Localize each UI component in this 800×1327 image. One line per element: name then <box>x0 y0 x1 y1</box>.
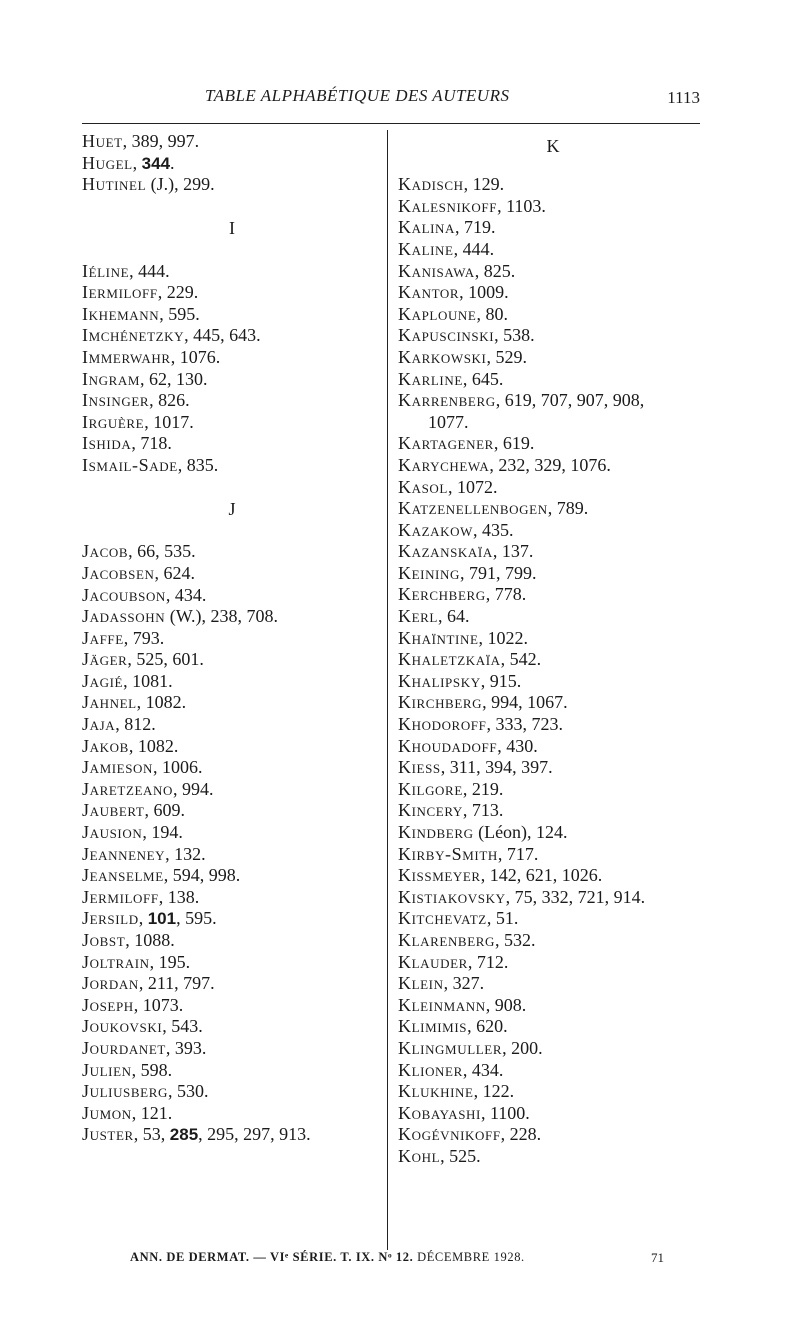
index-entry <box>82 412 382 434</box>
footer-journal <box>130 1250 525 1265</box>
index-entry <box>82 865 382 887</box>
page-refs: , 718. <box>131 433 172 454</box>
index-entry <box>82 1038 382 1060</box>
author-name: Jeanselme <box>82 865 164 886</box>
index-entry <box>398 887 718 909</box>
author-name: Jadassohn <box>82 606 166 627</box>
page-refs: , 713. <box>462 800 504 821</box>
index-entry <box>82 325 382 347</box>
page-refs: , 445, 643. <box>184 325 261 346</box>
author-name: Jamieson <box>82 757 154 778</box>
page-refs: , 80. <box>476 303 508 324</box>
page-refs: , 64. <box>437 606 470 627</box>
page-refs: , 121. <box>131 1102 173 1123</box>
author-name: Kistiakovsky <box>398 886 506 907</box>
author-name: Jersild <box>82 908 139 929</box>
index-entry <box>398 736 718 758</box>
author-name: Jacoubson <box>82 584 166 605</box>
index-entry <box>398 1060 718 1082</box>
index-entry <box>82 757 382 779</box>
author-name: Kanisawa <box>398 260 475 281</box>
page-refs: , 538. <box>494 325 535 346</box>
page-refs: , 53, <box>133 1124 170 1145</box>
index-entry <box>82 973 382 995</box>
page-refs: , 532. <box>495 929 536 950</box>
author-name: Kerchberg <box>398 584 486 605</box>
index-entry <box>398 973 718 995</box>
page-refs: , 200. <box>502 1037 543 1058</box>
index-entry <box>398 779 718 801</box>
page-refs: , <box>138 908 148 929</box>
index-entry <box>82 952 382 974</box>
author-name: Kartagener <box>398 433 494 454</box>
page-refs: , 444. <box>453 238 495 259</box>
index-entry <box>82 649 382 671</box>
page-refs: , <box>132 152 142 173</box>
author-name: Klukhine <box>398 1081 474 1102</box>
page-refs: , 619, 707, 907, 908, <box>495 390 645 411</box>
page-refs: , 1072. <box>447 476 498 497</box>
page-refs: , 529. <box>486 346 527 367</box>
page-refs: , 1009. <box>459 282 509 303</box>
page-refs: , 66, 535. <box>128 541 196 562</box>
author-name: Joltrain <box>82 951 150 972</box>
author-name: Jumon <box>82 1102 132 1123</box>
page-refs: , 129. <box>463 174 505 195</box>
page-refs: , 624. <box>154 562 195 583</box>
index-entry <box>398 304 718 326</box>
index-entry <box>82 261 382 283</box>
index-entry <box>82 714 382 736</box>
index-entry <box>82 671 382 693</box>
author-name: Khodoroff <box>398 714 487 735</box>
index-entry <box>82 779 382 801</box>
index-entry <box>82 585 382 607</box>
author-name: Kazakow <box>398 519 473 540</box>
page-refs: , 717. <box>497 843 539 864</box>
index-entry <box>82 628 382 650</box>
page-refs: , 75, 332, 721, 914. <box>505 886 646 907</box>
author-name: Klingmuller <box>398 1037 503 1058</box>
index-entry <box>398 606 718 628</box>
author-name: Ikhemann <box>82 303 160 324</box>
index-entry <box>398 1016 718 1038</box>
page-refs: , 789. <box>547 498 589 519</box>
index-entry <box>82 390 382 412</box>
page-refs: , 619. <box>493 433 535 454</box>
author-name: Ishida <box>82 433 132 454</box>
page-refs: , 543. <box>162 1016 203 1037</box>
index-entry <box>82 1060 382 1082</box>
page-refs: , 434. <box>165 584 207 605</box>
page-refs: , 915. <box>480 670 522 691</box>
index-entry <box>82 174 382 196</box>
index-entry <box>398 347 718 369</box>
author-name: Khoudadoff <box>398 735 498 756</box>
author-name: Kitchevatz <box>398 908 487 929</box>
index-entry <box>398 433 718 455</box>
page-refs-after: . <box>170 152 175 173</box>
page-refs: , 1006. <box>153 757 203 778</box>
index-entry <box>398 325 718 347</box>
author-name: Kaploune <box>398 303 477 324</box>
page-refs: , 620. <box>467 1016 508 1037</box>
author-name: Kazanskaïa <box>398 541 493 562</box>
right-column <box>398 131 718 1168</box>
index-entry <box>82 800 382 822</box>
author-name: Hutinel <box>82 174 147 195</box>
index-entry <box>82 1103 382 1125</box>
author-name: Jahnel <box>82 692 137 713</box>
author-name: Jeanneney <box>82 843 166 864</box>
author-name: Jaja <box>82 714 116 735</box>
page-refs: , 138. <box>158 886 200 907</box>
author-name: Kerl <box>398 606 438 627</box>
author-name: Karline <box>398 368 463 389</box>
column-divider <box>387 130 388 1250</box>
index-entry <box>398 844 718 866</box>
page-refs: , 712. <box>467 951 509 972</box>
index-entry <box>398 477 718 499</box>
index-entry <box>398 952 718 974</box>
page-refs: (Léon), 124. <box>473 822 568 842</box>
page-refs: , 598. <box>131 1059 173 1080</box>
index-entry <box>82 736 382 758</box>
index-entry <box>398 282 718 304</box>
page-refs: , 430. <box>497 735 538 756</box>
page-refs: , 1103. <box>497 195 546 216</box>
page-refs: , 51. <box>486 908 519 929</box>
page-refs: , 525, 601. <box>127 649 204 670</box>
index-entry <box>398 455 718 477</box>
author-name: Kalesnikoff <box>398 195 498 216</box>
page-refs: , 1082. <box>136 692 187 713</box>
author-name: Jacobsen <box>82 562 155 583</box>
author-name: Kleinmann <box>398 994 486 1015</box>
index-entry <box>82 304 382 326</box>
author-name: Irguère <box>82 411 145 432</box>
index-entry <box>82 282 382 304</box>
author-name: Klimimis <box>398 1016 468 1037</box>
page-refs: , 195. <box>149 951 191 972</box>
author-name: Juster <box>82 1124 134 1145</box>
author-name: Kantor <box>398 282 460 303</box>
index-entry <box>82 844 382 866</box>
author-name: Jausion <box>82 822 143 843</box>
author-name: Kasol <box>398 476 448 497</box>
author-name: Jourdanet <box>82 1037 166 1058</box>
author-name: Hugel <box>82 152 133 173</box>
author-name: Keining <box>398 562 460 583</box>
index-entry <box>398 174 718 196</box>
author-name: Kogévnikoff <box>398 1124 501 1145</box>
index-entry <box>398 757 718 779</box>
index-entry <box>398 563 718 585</box>
page-refs: , 525. <box>440 1145 481 1166</box>
page-refs: , 137. <box>492 541 534 562</box>
author-name: Jobst <box>82 930 126 950</box>
index-entry <box>398 908 718 930</box>
page-refs: , 1082. <box>128 735 179 756</box>
index-entry <box>398 714 718 736</box>
page-refs: , 1081. <box>123 670 173 691</box>
author-name: Imchénetzky <box>82 325 185 346</box>
author-name: Kindberg <box>398 822 474 842</box>
author-name: Khalipsky <box>398 670 481 691</box>
index-entry <box>82 1016 382 1038</box>
page-number: 1113 <box>667 88 700 107</box>
index-entry <box>398 239 718 261</box>
page-refs-after: , 595. <box>176 908 217 929</box>
page-refs: , 327. <box>443 973 485 994</box>
page-refs: , 194. <box>142 822 183 843</box>
page-refs: , 229. <box>157 282 199 303</box>
index-entry <box>398 261 718 283</box>
author-name: Ingram <box>82 368 140 389</box>
author-name: Julien <box>82 1059 132 1080</box>
page-refs: , 594, 998. <box>163 865 241 886</box>
index-entry <box>398 649 718 671</box>
page-refs: , 1100. <box>480 1102 530 1123</box>
index-entry <box>398 1124 718 1146</box>
page-refs: , 132. <box>165 843 206 864</box>
section-letter: J <box>228 498 236 519</box>
section-letter: I <box>229 217 235 238</box>
author-name: Kincery <box>398 800 463 821</box>
author-name: Huet <box>82 131 123 151</box>
page-refs: , 122. <box>473 1081 515 1102</box>
page-refs: , 826. <box>149 390 190 411</box>
author-name: Kirby-Smith <box>398 843 498 864</box>
author-name: Kaline <box>398 238 454 259</box>
author-name: Kadisch <box>398 174 464 195</box>
page-refs: , 435. <box>472 519 514 540</box>
page-refs: (W.), 238, 708. <box>165 606 279 627</box>
index-entry <box>398 628 718 650</box>
author-name: Katzenellenbogen <box>398 498 548 519</box>
author-name: Joukovski <box>82 1016 163 1037</box>
index-entry <box>398 1081 718 1103</box>
page-refs: , 825. <box>474 260 516 281</box>
index-entry <box>82 455 382 477</box>
author-name: Ismail-Sade <box>82 454 178 475</box>
page-refs: , 1076. <box>170 346 221 367</box>
author-name: Kirchberg <box>398 692 483 713</box>
page-refs-continued: 1077. <box>428 411 469 432</box>
page-refs: , 542. <box>500 649 542 670</box>
index-entry <box>82 541 382 563</box>
page-refs: , 232, 329, 1076. <box>489 454 611 475</box>
author-name: Insinger <box>82 390 150 411</box>
page-refs: , 434. <box>462 1059 504 1080</box>
author-name: Klioner <box>398 1059 463 1080</box>
index-entry <box>398 800 718 822</box>
page-refs: , 393. <box>165 1037 207 1058</box>
page-refs: , 609. <box>144 800 185 821</box>
author-name: Kohl <box>398 1145 441 1166</box>
page-refs: , 211, 797. <box>138 973 215 994</box>
page-refs: , 835. <box>177 454 219 475</box>
author-name: Joseph <box>82 994 134 1015</box>
section-letter: K <box>546 136 560 156</box>
index-entry <box>398 692 718 714</box>
author-name: Iermiloff <box>82 282 158 303</box>
author-name: Kilgore <box>398 778 463 799</box>
index-entry <box>82 1124 382 1146</box>
page-refs: , 1022. <box>478 627 528 648</box>
author-name: Kissmeyer <box>398 865 481 886</box>
author-name: Jäger <box>82 649 128 670</box>
index-entry <box>398 930 718 952</box>
author-name: Kiess <box>398 757 441 778</box>
page-refs: , 994. <box>173 778 214 799</box>
left-column <box>82 131 382 1146</box>
page-refs: , 812. <box>115 714 156 735</box>
index-entry <box>398 369 718 391</box>
page-refs: , 645. <box>462 368 504 389</box>
index-entry <box>398 822 718 844</box>
page-refs: , 62, 130. <box>140 368 208 389</box>
footer-journal-label: ANN. DE DERMAT. — VIᵉ SÉRIE. T. IX. Nᵒ 12. <box>130 1250 414 1264</box>
page-refs: , 333, 723. <box>486 714 563 735</box>
index-entry <box>398 520 718 542</box>
author-name: Jermiloff <box>82 886 159 907</box>
index-entry <box>398 1146 718 1168</box>
page-refs: , 228. <box>500 1124 542 1145</box>
page-refs: , 719. <box>455 217 496 238</box>
page-refs: , 793. <box>123 627 165 648</box>
index-entry <box>82 995 382 1017</box>
index-entry <box>398 196 718 218</box>
author-name: Jaubert <box>82 800 145 821</box>
index-entry <box>398 217 718 239</box>
index-entry <box>82 930 382 952</box>
author-name: Karychewa <box>398 454 490 475</box>
footer-date: DÉCEMBRE 1928. <box>417 1250 525 1264</box>
page-refs: , 142, 621, 1026. <box>480 865 603 886</box>
page-refs: , 994, 1067. <box>482 692 568 713</box>
page-refs: , 1088. <box>125 930 175 950</box>
author-name: Klein <box>398 973 444 994</box>
index-entry <box>398 995 718 1017</box>
page-refs: , 778. <box>485 584 527 605</box>
bold-page-ref: 344 <box>141 153 171 173</box>
index-entry <box>82 606 382 628</box>
index-entry <box>398 390 718 433</box>
author-name: Iéline <box>82 260 130 281</box>
page-refs: , 311, 394, 397. <box>440 757 553 778</box>
index-entry <box>82 887 382 909</box>
page-header-title: TABLE ALPHABÉTIQUE DES AUTEURS <box>205 86 510 105</box>
index-entry <box>398 584 718 606</box>
bold-page-ref: 101 <box>147 909 177 929</box>
author-name: Khaïntine <box>398 627 479 648</box>
index-entry <box>82 347 382 369</box>
author-name: Jaffe <box>82 627 124 648</box>
author-name: Jaretzeano <box>82 778 173 799</box>
author-name: Khaletzkaïa <box>398 649 501 670</box>
author-name: Jordan <box>82 973 139 994</box>
author-name: Jakob <box>82 735 129 756</box>
author-name: Jagié <box>82 670 124 691</box>
page-refs: (J.), 299. <box>146 174 215 195</box>
index-entry <box>82 822 382 844</box>
index-entry <box>82 563 382 585</box>
author-name: Karrenberg <box>398 390 496 411</box>
index-entry <box>82 692 382 714</box>
author-name: Jacob <box>82 541 129 562</box>
index-entry <box>82 153 382 175</box>
author-name: Juliusberg <box>82 1081 168 1102</box>
page-refs: , 908. <box>485 994 527 1015</box>
page-refs: , 1017. <box>144 411 194 432</box>
index-entry <box>82 433 382 455</box>
index-entry <box>82 908 382 930</box>
index-entry <box>398 671 718 693</box>
page-refs: , 595. <box>159 303 200 324</box>
index-entry <box>82 1081 382 1103</box>
index-entry <box>398 498 718 520</box>
index-entry <box>82 369 382 391</box>
author-name: Klauder <box>398 951 468 972</box>
page-refs: , 389, 997. <box>122 131 200 151</box>
author-name: Kobayashi <box>398 1102 481 1123</box>
index-entry <box>82 131 382 153</box>
index-entry <box>398 1103 718 1125</box>
author-name: Klarenberg <box>398 929 495 950</box>
page-refs: , 219. <box>462 778 504 799</box>
author-name: Karkowski <box>398 346 487 367</box>
index-entry <box>398 865 718 887</box>
header-rule <box>82 123 700 124</box>
author-name: Immerwahr <box>82 346 171 367</box>
author-name: Kalina <box>398 217 456 238</box>
index-entry <box>398 1038 718 1060</box>
footer-sheet-number: 71 <box>651 1250 664 1265</box>
page-refs: , 530. <box>167 1081 209 1102</box>
page-refs: , 1073. <box>133 994 184 1015</box>
index-entry <box>398 541 718 563</box>
page-refs: , 791, 799. <box>459 562 537 583</box>
bold-page-ref: 285 <box>169 1125 199 1145</box>
page-refs-after: , 295, 297, 913. <box>198 1124 311 1145</box>
author-name: Kapuscinski <box>398 325 495 346</box>
page-refs: , 444. <box>129 260 170 281</box>
